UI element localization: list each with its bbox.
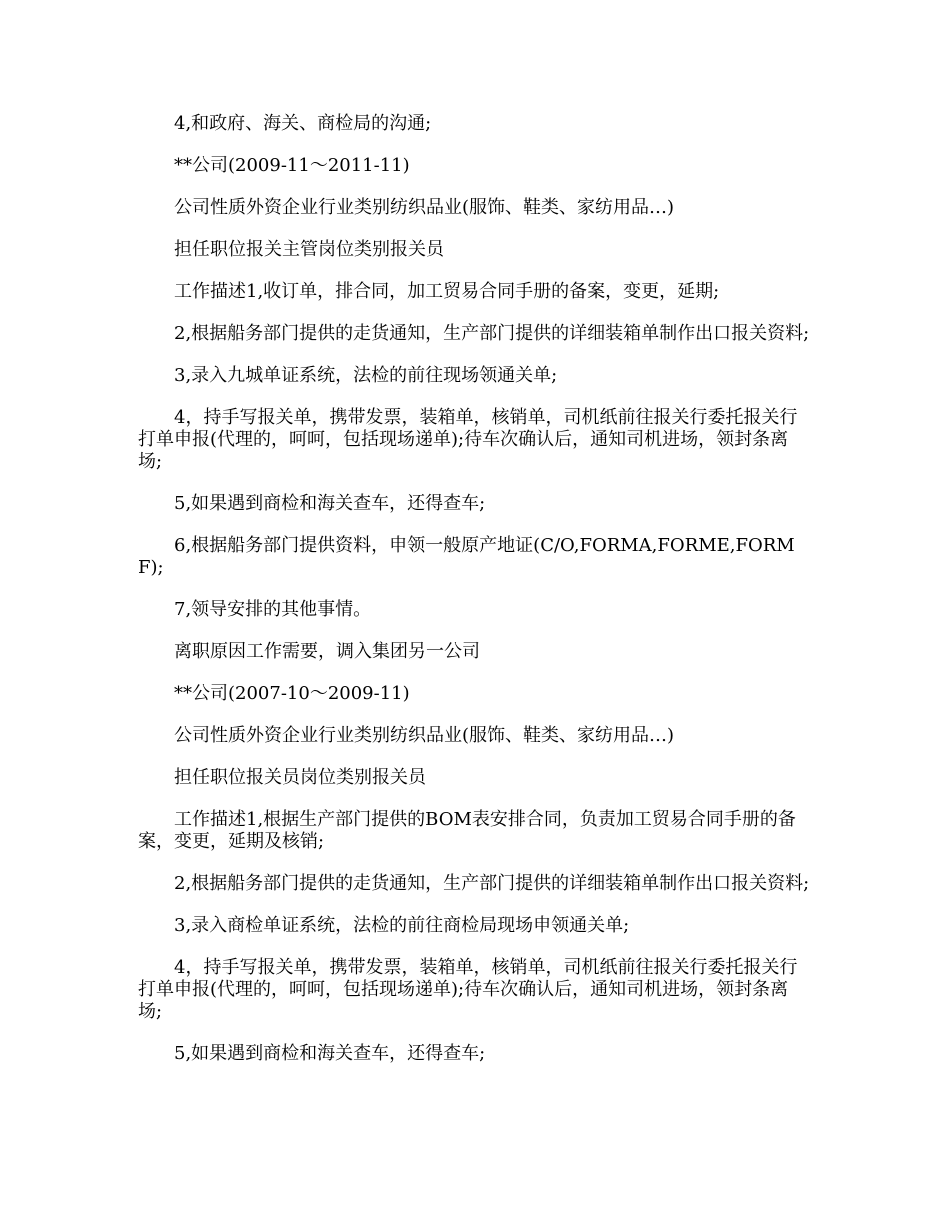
paragraph-position-2: 担任职位报关员岗位类别报关员 [174, 767, 426, 788]
paragraph-company-nature-2: 公司性质外资企业行业类别纺织品业(服饰、鞋类、家纺用品…) [174, 725, 675, 746]
paragraph-government-communication: 4,和政府、海关、商检局的沟通; [174, 113, 432, 134]
paragraph-work-desc-1-1: 工作描述1,收订单，排合同，加工贸易合同手册的备案，变更，延期; [174, 281, 720, 302]
paragraph-position-1: 担任职位报关主管岗位类别报关员 [174, 239, 444, 260]
paragraph-work-desc-2-4: 4，持手写报关单，携带发票，装箱单，核销单，司机纸前往报关行委托报关行打单申报(代理的，呵呵，包括现场递单);待车次确认后，通知司机进场，领封条离场; [138, 957, 798, 1022]
paragraph-work-desc-2-5: 5,如果遇到商检和海关查车，还得查车; [174, 1043, 486, 1064]
paragraph-company-2009: **公司(2009-11～2011-11) [174, 155, 410, 176]
paragraph-company-2007: **公司(2007-10～2009-11) [174, 683, 410, 704]
paragraph-work-desc-1-7: 7,领导安排的其他事情。 [174, 599, 372, 620]
paragraph-work-desc-1-5: 5,如果遇到商检和海关查车，还得查车; [174, 493, 486, 514]
paragraph-work-desc-1-4: 4，持手写报关单，携带发票，装箱单，核销单，司机纸前往报关行委托报关行打单申报(代理的，呵呵，包括现场递单);待车次确认后，通知司机进场，领封条离场; [138, 407, 798, 472]
paragraph-work-desc-2-2: 2,根据船务部门提供的走货通知，生产部门提供的详细装箱单制作出口报关资料; [174, 873, 810, 894]
paragraph-company-nature-1: 公司性质外资企业行业类别纺织品业(服饰、鞋类、家纺用品…) [174, 197, 675, 218]
paragraph-work-desc-2-3: 3,录入商检单证系统，法检的前往商检局现场申领通关单; [174, 915, 630, 936]
paragraph-work-desc-1-3: 3,录入九城单证系统，法检的前往现场领通关单; [174, 365, 558, 386]
paragraph-work-desc-1-6: 6,根据船务部门提供资料，申领一般原产地证(C/O,FORMA,FORME,FORMF); [138, 535, 795, 578]
paragraph-leaving-reason: 离职原因工作需要，调入集团另一公司 [174, 641, 480, 662]
paragraph-work-desc-1-2: 2,根据船务部门提供的走货通知，生产部门提供的详细装箱单制作出口报关资料; [174, 323, 810, 344]
paragraph-work-desc-2-1: 工作描述1,根据生产部门提供的BOM表安排合同，负责加工贸易合同手册的备案，变更，延期及核销; [138, 809, 796, 852]
